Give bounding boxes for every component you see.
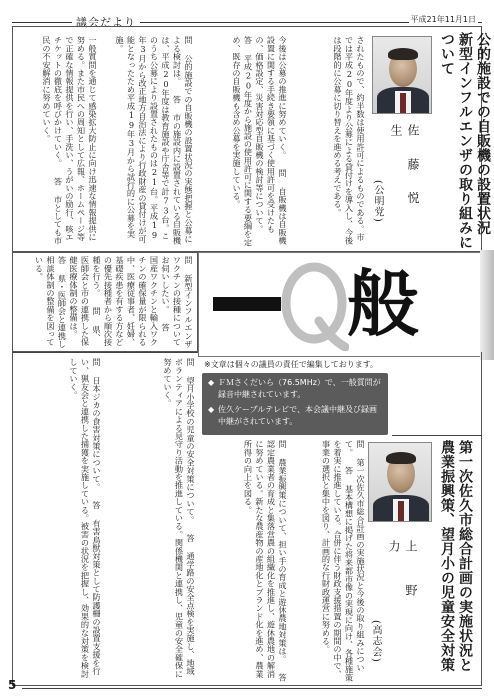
article1-text-c: されたもので、約半数は使用許可によるものである。市では平成20年度より公募による貸付けを導入し、今後は段階的に公募に切り替えを進める考えである。 [333,36,366,245]
article1-headline [438,32,492,262]
article2-column-d [16,358,102,682]
speaker2-portrait [368,442,432,522]
editorial-note: ※文章は個々の議員の責任で編集しております。 [204,360,379,369]
page-number: 5 [8,678,17,692]
article2-column-a [290,440,366,682]
article2-headline-line1: 第一次佐久市総合計画の実施状況と [457,440,473,672]
article1-headline-line2: 新型インフルエンザの取り組みについて [439,32,473,250]
speaker2-name: 上 野 力 [387,540,418,610]
article2-text-a: 問 第一次佐久市総合計画の実施状況と今後の取り組みについて。 答 基本構想に掲げた将来都市像の実現に向け、各種施策を着実に推進している。合併に伴う財政支援措置の期間の中で、事業の選択と集中を図り、計画的な行財政運営に努める。 [321,440,366,682]
header-date: 平成21年11月1日 [410,15,476,24]
article1-text-e: 一般質問を通じて感染拡大防止に向け迅速な情報提供に努める。また市民への周知として広報、ホームページ等で正確な情報提供を行い、手洗い、うがいの励行、咳エチケットの徹底を呼びかけていく。 答 市としても市民の不安解消に努めていく。 [42,36,98,245]
article2-headline [438,440,474,684]
speaker1-party: (公明党) [372,180,383,223]
article2-text-c: 問 望月小学校の児童の安全対策について。 答 通学路の安全点検を実施し、地域ボランティアによる見守り活動を推進している。関係機関と連携し、児童の安全確保に努めていく。 [163,358,196,678]
article2-column-c [104,358,196,682]
speaker2-party: (高志会) [370,620,381,663]
diamond-bullet-icon: ◆ [208,378,215,387]
speaker1-name: 佐 藤 悦 生 [389,124,420,213]
article2-text-d: 問 日本ジカの食害対策について。 答 有害鳥獣対策として防護柵の設置支援を行い、猟友会と連携した捕獲を実施している。被害の状況を把握し、効果的な対策を検討していく。 [69,358,102,678]
article1-column-e [16,36,98,248]
article1-headline-line1: 公的施設での自販機の設置状況 [475,32,491,235]
article2-text-b: 問 農業振興策について、担い手の育成と遊休農地対策は。 答 認定農業者の育成と集落営農の組織化を推進し、遊休農地の解消に努めている。新たな農産物の産地化とブランド化を進め、農業所得の向上を図る。 [243,440,288,682]
broadcast-cable: 佐久ケーブルテレビで、本会議中継及び録画中継がされています。 [218,405,377,426]
side-tab [480,250,494,360]
article1-text-d: 問 新型インフルエンザワクチンの接種についてお伺いしたい。 答 国産ワクチンと輸入ワクチンの確保量が限られる中、医療従事者、妊婦、基礎疾患を有する方などの優先接種者から順次接種を行う。 問 県、医師会と市の連携した保健医療体制の整備は。 答 県・医師会と連携し相談体制の整備を図っている。 [34,256,194,348]
article1-column-c [290,36,366,248]
article1-text-b: 今後は公募の推進に努めていく。 問 自販機は自販機設置に関する手続き要領に基づく使用許可を受けたもの、価格設定、災害対応型自販機の検討等について。 答 平成20年度から施設の使用許可に関する要綱を定め、既存の自販機も含め公募を実施している。 [232,36,288,247]
article1-text-a: 問 公的施設での自販機の設置状況の実態把握と公募による検討は。 答 市の施設内に設置されている自販機は、平成20年度は教育施設や庁舎等で計73台。このうち公募により設置されたものは21台。平成19年3月から改正地方自治法により行政財産の貸付けが可能となったため平成19年3月から試行的に公募を実施。 [115,36,194,245]
article2-column-b [200,440,288,682]
diamond-bullet-icon: ◆ [208,405,215,414]
footer-rule [22,688,482,689]
q-letter-icon [279,259,349,351]
article1-column-d [16,256,194,348]
article2-top-rule [392,435,482,436]
speaker1-portrait [372,36,432,114]
section-title-kanji: 般 [347,262,420,346]
article1-column-a [100,36,194,248]
broadcast-fm: ＦＭさくだいら（76.5MHz）で、一般質問が録音中継されています。 [218,378,381,399]
article2-top-rule-left [12,352,198,353]
section-title-box [198,252,488,357]
article1-column-b [198,36,288,248]
section-title-dash [213,297,281,311]
article2-headline-line2: 農業振興策、望月小の児童安全対策 [439,440,455,672]
header-title: 議会だより [72,14,140,30]
